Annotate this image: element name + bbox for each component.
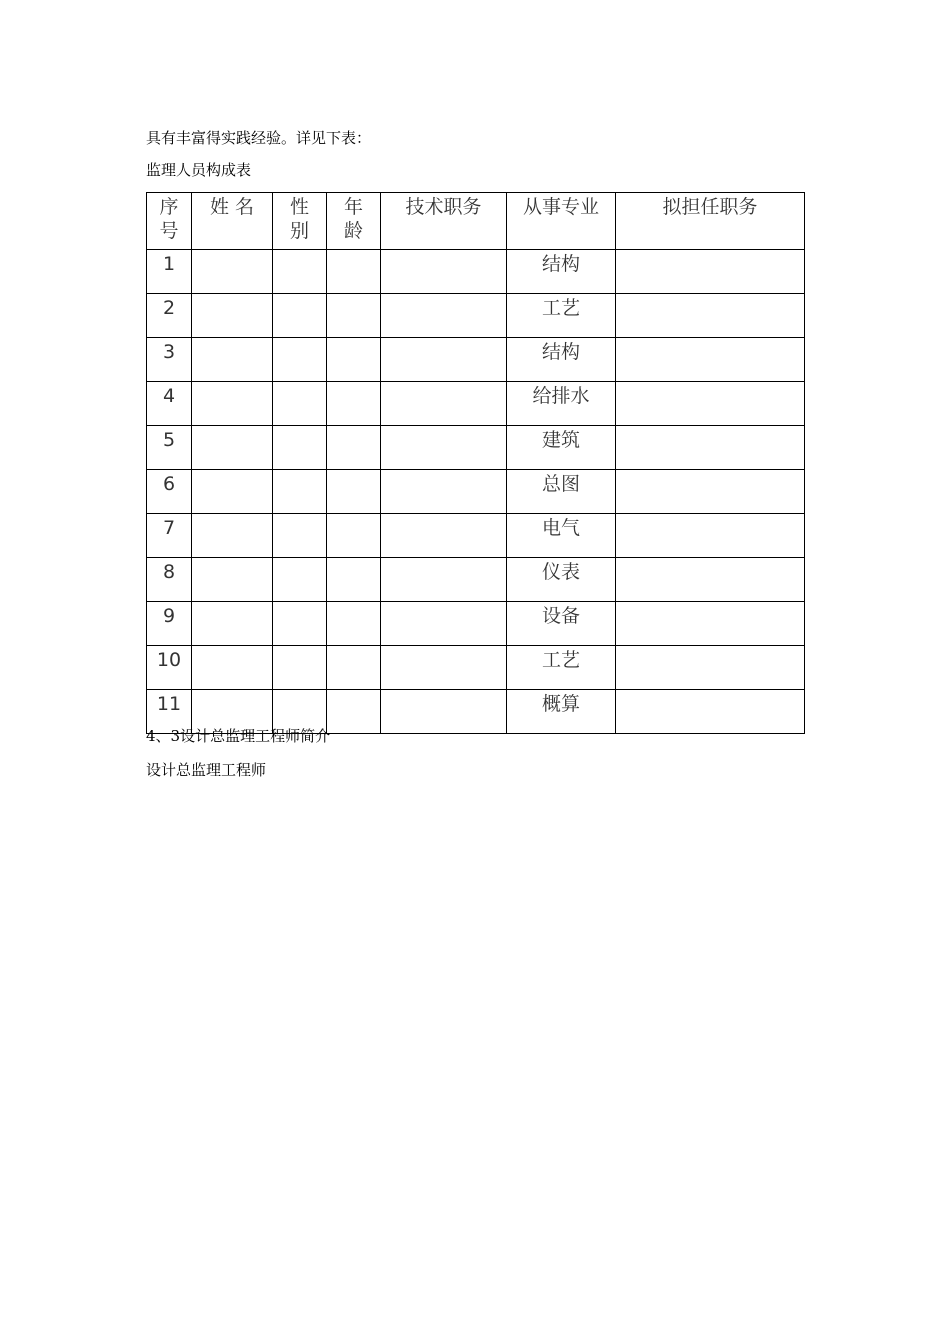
cell-age [327, 558, 381, 602]
cell-name [192, 382, 273, 426]
cell-major: 结构 [507, 250, 616, 294]
cell-planned-role [616, 338, 805, 382]
table-row [147, 338, 805, 382]
cell-age [327, 646, 381, 690]
cell-sex [273, 470, 327, 514]
cell-tech-title [381, 558, 507, 602]
cell-tech-title [381, 426, 507, 470]
cell-planned-role [616, 470, 805, 514]
cell-name [192, 470, 273, 514]
header-seq: 序号 [147, 193, 192, 250]
cell-tech-title [381, 646, 507, 690]
cell-name [192, 558, 273, 602]
cell-seq: 10 [147, 646, 192, 690]
cell-seq: 1 [147, 250, 192, 294]
cell-major: 仪表 [507, 558, 616, 602]
cell-age [327, 250, 381, 294]
cell-age [327, 382, 381, 426]
cell-planned-role [616, 514, 805, 558]
header-tech-title: 技术职务 [381, 193, 507, 250]
cell-major: 概算 [507, 690, 616, 734]
cell-major: 总图 [507, 470, 616, 514]
header-sex: 性别 [273, 193, 327, 250]
cell-sex [273, 294, 327, 338]
cell-sex [273, 558, 327, 602]
cell-tech-title [381, 294, 507, 338]
cell-name [192, 602, 273, 646]
header-name: 姓 名 [192, 193, 273, 250]
cell-planned-role [616, 294, 805, 338]
cell-planned-role [616, 558, 805, 602]
table-row [147, 470, 805, 514]
cell-seq: 11 [147, 690, 192, 734]
cell-seq: 3 [147, 338, 192, 382]
cell-tech-title [381, 690, 507, 734]
cell-planned-role [616, 602, 805, 646]
cell-seq: 6 [147, 470, 192, 514]
table-row [147, 646, 805, 690]
table-header-row [147, 193, 805, 250]
cell-name [192, 294, 273, 338]
cell-sex [273, 250, 327, 294]
cell-name [192, 646, 273, 690]
table-row [147, 250, 805, 294]
cell-seq: 2 [147, 294, 192, 338]
cell-major: 结构 [507, 338, 616, 382]
cell-planned-role [616, 426, 805, 470]
cell-age [327, 338, 381, 382]
table-row [147, 382, 805, 426]
section-heading: 4、3设计总监理工程师简介 [146, 727, 331, 745]
staff-composition-table [146, 192, 805, 734]
section-text: 设计总监理工程师 [146, 761, 267, 779]
cell-name [192, 338, 273, 382]
cell-age [327, 690, 381, 734]
header-planned-role: 拟担任职务 [616, 193, 805, 250]
cell-name [192, 426, 273, 470]
cell-planned-role [616, 250, 805, 294]
cell-age [327, 294, 381, 338]
cell-age [327, 470, 381, 514]
cell-seq: 9 [147, 602, 192, 646]
cell-major: 工艺 [507, 646, 616, 690]
cell-major: 工艺 [507, 294, 616, 338]
cell-tech-title [381, 602, 507, 646]
cell-tech-title [381, 338, 507, 382]
cell-seq: 7 [147, 514, 192, 558]
cell-tech-title [381, 470, 507, 514]
cell-planned-role [616, 646, 805, 690]
cell-sex [273, 646, 327, 690]
cell-major: 给排水 [507, 382, 616, 426]
cell-sex [273, 426, 327, 470]
cell-major: 设备 [507, 602, 616, 646]
cell-tech-title [381, 250, 507, 294]
header-major: 从事专业 [507, 193, 616, 250]
cell-tech-title [381, 514, 507, 558]
table-row [147, 514, 805, 558]
table-row [147, 558, 805, 602]
intro-paragraph: 具有丰富得实践经验。详见下表： [146, 129, 372, 147]
cell-tech-title [381, 382, 507, 426]
cell-age [327, 602, 381, 646]
cell-name [192, 514, 273, 558]
cell-age [327, 514, 381, 558]
cell-major: 电气 [507, 514, 616, 558]
cell-planned-role [616, 382, 805, 426]
cell-major: 建筑 [507, 426, 616, 470]
cell-sex [273, 514, 327, 558]
cell-seq: 5 [147, 426, 192, 470]
cell-sex [273, 382, 327, 426]
header-age: 年龄 [327, 193, 381, 250]
cell-name [192, 250, 273, 294]
table-row [147, 426, 805, 470]
table-caption: 监理人员构成表 [146, 161, 252, 179]
cell-sex [273, 338, 327, 382]
cell-age [327, 426, 381, 470]
cell-planned-role [616, 690, 805, 734]
table-row [147, 602, 805, 646]
cell-sex [273, 602, 327, 646]
cell-seq: 4 [147, 382, 192, 426]
table-row [147, 294, 805, 338]
cell-seq: 8 [147, 558, 192, 602]
